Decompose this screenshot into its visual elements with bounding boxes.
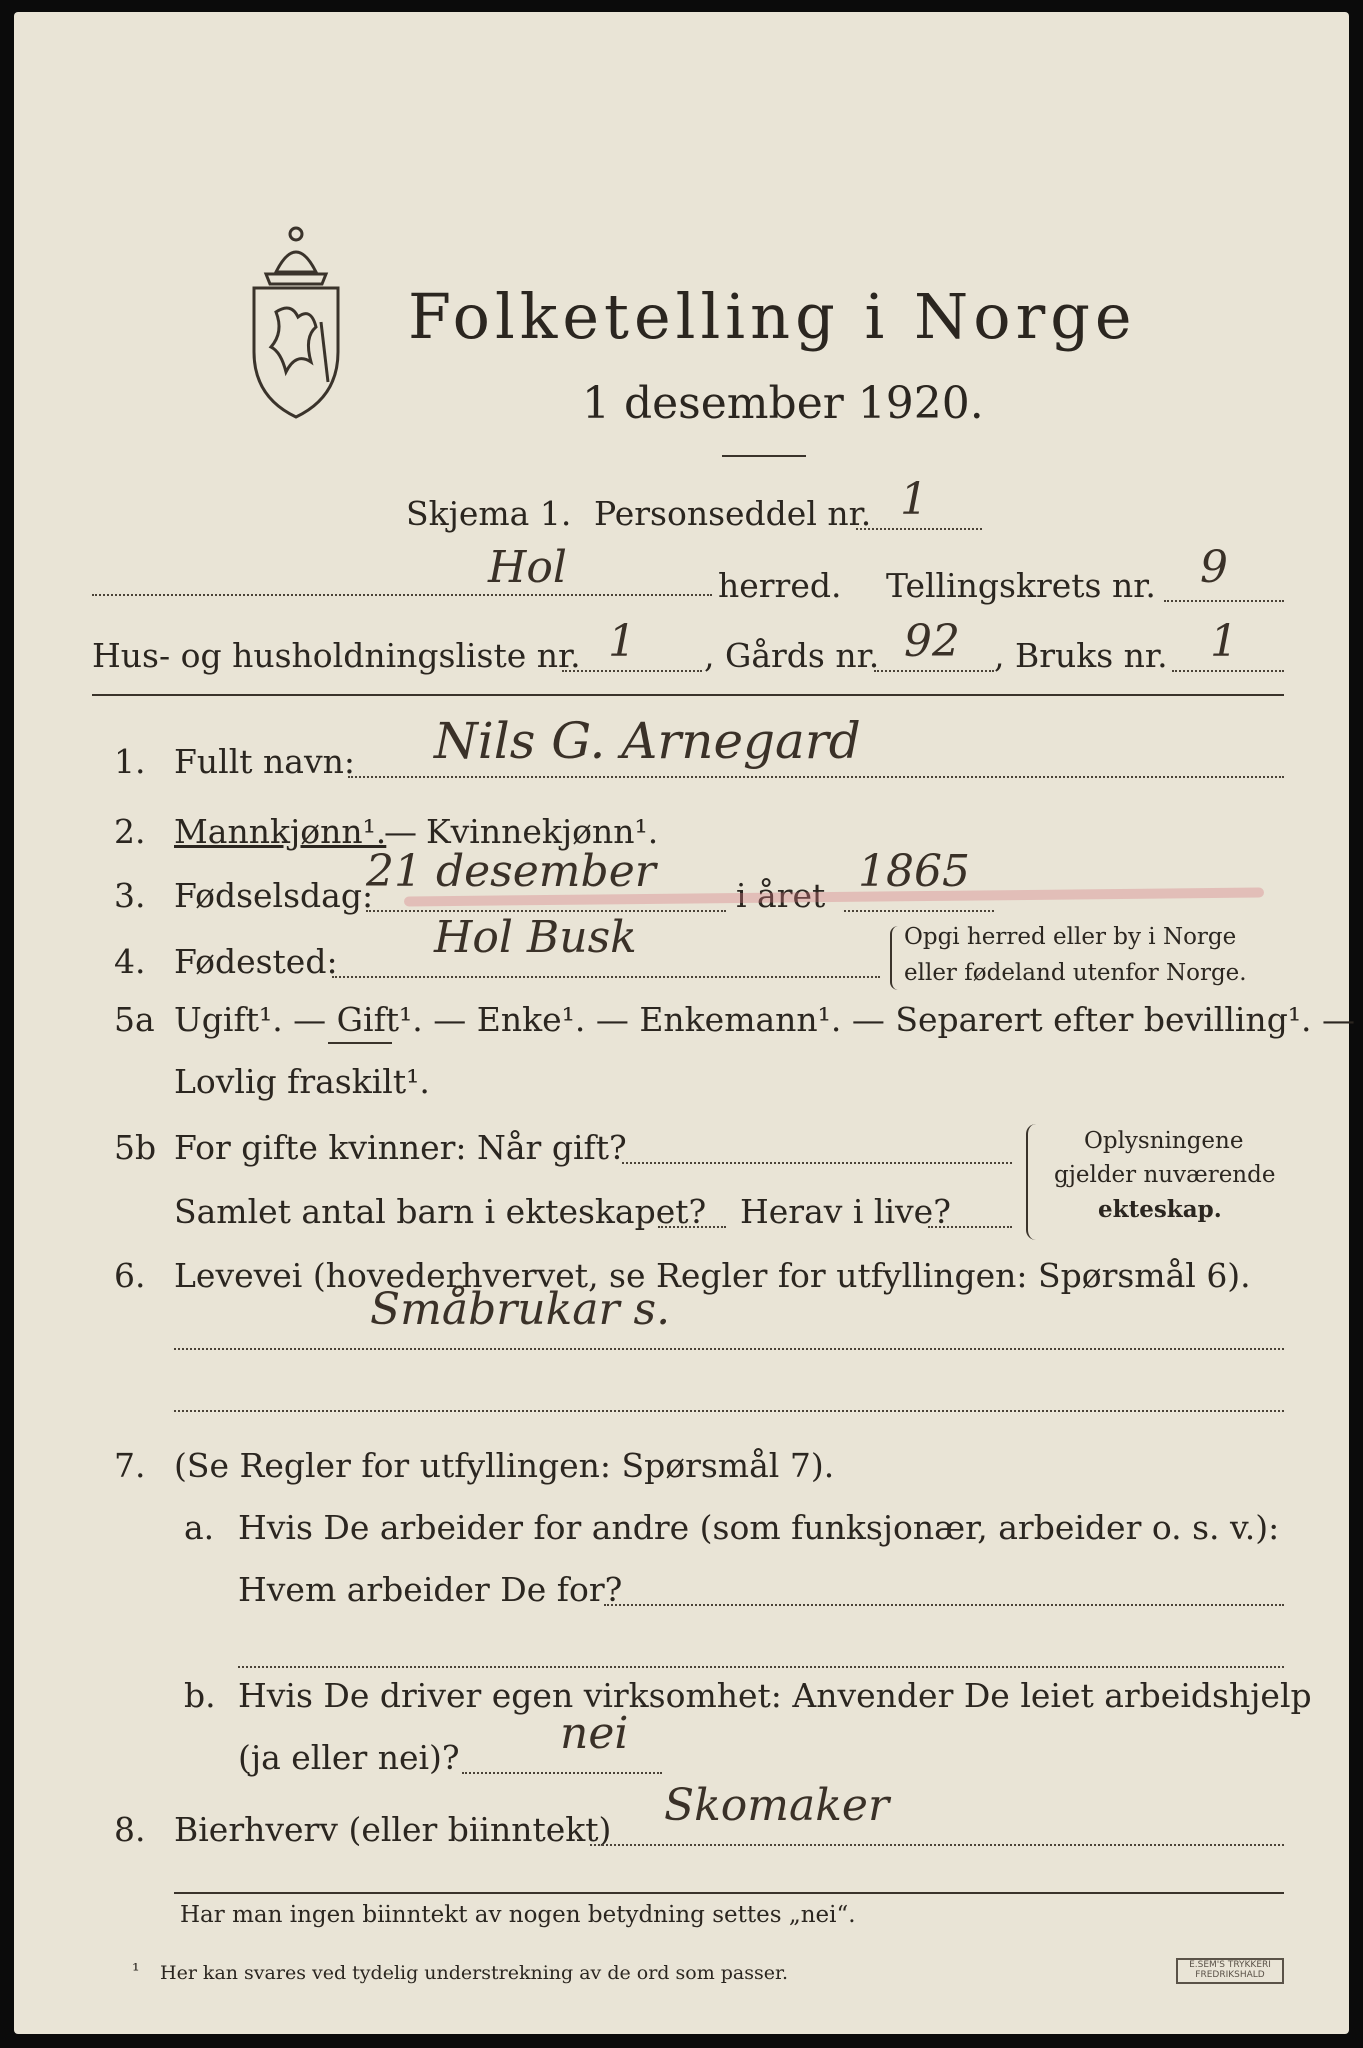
coat-of-arms-icon bbox=[236, 212, 356, 422]
q2-number: 2. bbox=[114, 812, 146, 851]
personseddel-value[interactable]: 1 bbox=[900, 474, 928, 525]
footnote-mark: ¹ bbox=[132, 1960, 140, 1982]
bruks-label: , Bruks nr. bbox=[994, 636, 1168, 675]
q1-number: 1. bbox=[114, 742, 146, 781]
q5b-number: 5b bbox=[114, 1128, 157, 1167]
q6-label: Levevei (hovederhvervet, se Regler for utfyllingen: Spørsmål 6). bbox=[174, 1256, 1251, 1295]
divorced-option[interactable]: Lovlig fraskilt¹. bbox=[174, 1062, 430, 1101]
birthyear-value[interactable]: 1865 bbox=[858, 846, 970, 897]
female-option[interactable]: Kvinnekjønn¹. bbox=[426, 812, 659, 851]
herred-label: herred. bbox=[718, 566, 842, 605]
q1-label: Fullt navn: bbox=[174, 742, 355, 781]
gards-label: , Gårds nr. bbox=[704, 636, 880, 675]
q7-label: (Se Regler for utfyllingen: Spørsmål 7). bbox=[174, 1446, 835, 1485]
q7-number: 7. bbox=[114, 1446, 146, 1485]
marriage-note-3: ekteskap. bbox=[1098, 1196, 1222, 1223]
full-name-value[interactable]: Nils G. Arnegard bbox=[434, 712, 861, 770]
hus-value[interactable]: 1 bbox=[608, 616, 636, 667]
q8-number: 8. bbox=[114, 1810, 146, 1849]
married-when-label: For gifte kvinner: Når gift? bbox=[174, 1128, 627, 1167]
q7a-letter: a. bbox=[184, 1508, 215, 1547]
children-label: Samlet antal barn i ekteskapet? bbox=[174, 1192, 707, 1231]
q4-number: 4. bbox=[114, 942, 146, 981]
footer-note: Har man ingen biinntekt av nogen betydning settes „nei“. bbox=[180, 1902, 856, 1928]
herred-value[interactable]: Hol bbox=[488, 542, 567, 593]
q7b-line2: (ja eller nei)? bbox=[238, 1738, 460, 1777]
marriage-note-1: Oplysningene bbox=[1084, 1128, 1244, 1154]
form-title: Folketelling i Norge bbox=[408, 280, 1137, 353]
gards-value[interactable]: 92 bbox=[904, 616, 960, 667]
male-option[interactable]: Mannkjønn¹. bbox=[174, 812, 387, 851]
gift-underline bbox=[328, 1042, 392, 1044]
tellingskrets-value[interactable]: 9 bbox=[1200, 542, 1228, 593]
q6-number: 6. bbox=[114, 1256, 146, 1295]
printer-stamp: E.SEM'S TRYKKERI FREDRIKSHALD bbox=[1176, 1958, 1284, 1984]
side-occupation-value[interactable]: Skomaker bbox=[664, 1780, 889, 1831]
birthplace-note-1: Opgi herred eller by i Norge bbox=[904, 924, 1237, 950]
q3-number: 3. bbox=[114, 876, 146, 915]
q4-label: Fødested: bbox=[174, 942, 338, 981]
occupation-value[interactable]: Småbrukar s. bbox=[370, 1284, 671, 1335]
q7b-line1: Hvis De driver egen virksomhet: Anvender De leiet arbeidshjelp bbox=[238, 1676, 1312, 1715]
hus-label: Hus- og husholdningsliste nr. bbox=[92, 636, 581, 675]
alive-label: Herav i live? bbox=[740, 1192, 951, 1231]
q7b-letter: b. bbox=[184, 1676, 216, 1715]
q7a-line2: Hvem arbeider De for? bbox=[238, 1570, 623, 1609]
marital-status-options[interactable]: Ugift¹. — Gift¹. — Enke¹. — Enkemann¹. — Separert efter bevilling¹. — bbox=[174, 1000, 1356, 1039]
census-date: 1 desember 1920. bbox=[582, 378, 984, 429]
q7a-line1: Hvis De arbeider for andre (som funksjonær, arbeider o. s. v.): bbox=[238, 1508, 1280, 1547]
birthplace-note-2: eller fødeland utenfor Norge. bbox=[904, 960, 1247, 986]
birthplace-value[interactable]: Hol Busk bbox=[434, 912, 637, 963]
footer-divider bbox=[174, 1892, 1284, 1894]
birthdate-value[interactable]: 21 desember bbox=[366, 846, 656, 897]
census-form bbox=[14, 12, 1356, 2034]
q5a-number: 5a bbox=[114, 1000, 155, 1039]
personseddel-label: Personseddel nr. bbox=[594, 494, 872, 533]
q3-label: Fødselsdag: bbox=[174, 876, 374, 915]
skjema-label: Skjema 1. bbox=[406, 494, 572, 533]
footnote-text: Her kan svares ved tydelig understrekning av de ord som passer. bbox=[160, 1962, 789, 1984]
q2-separator: — bbox=[384, 812, 417, 851]
hired-help-value[interactable]: nei bbox=[560, 1708, 629, 1759]
header-divider bbox=[92, 694, 1284, 696]
title-divider bbox=[722, 455, 806, 457]
bruks-value[interactable]: 1 bbox=[1210, 616, 1238, 667]
marriage-note-2: gjelder nuværende bbox=[1054, 1162, 1276, 1188]
year-label: i året bbox=[736, 876, 826, 915]
tellingskrets-label: Tellingskrets nr. bbox=[886, 566, 1156, 605]
q8-label: Bierhverv (eller biinntekt) bbox=[174, 1810, 612, 1849]
